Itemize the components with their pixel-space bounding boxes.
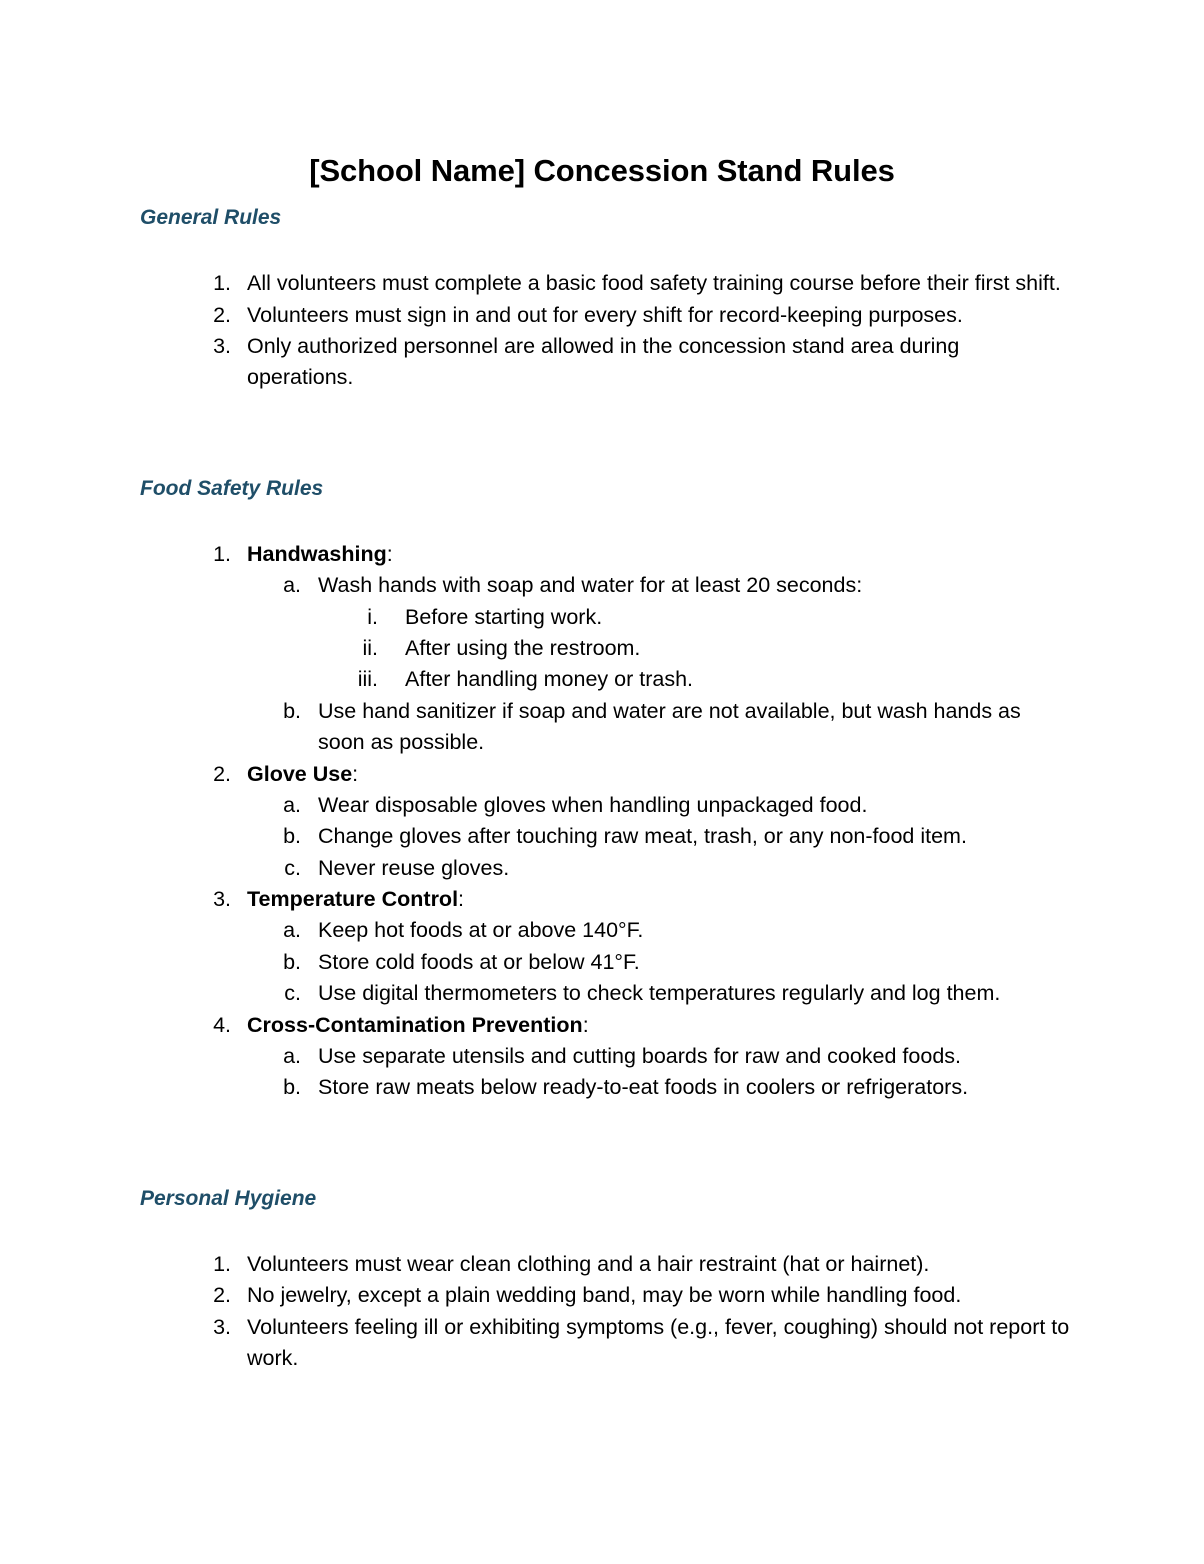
list-item	[247, 947, 1070, 978]
list-item-text: Keep hot foods at or above 140°F.	[318, 918, 644, 943]
list-item-text: No jewelry, except a plain wedding band, may be worn while handling food.	[247, 1283, 962, 1308]
list-item-label: Handwashing	[247, 541, 387, 566]
list-marker: 1.	[213, 541, 231, 566]
list-item-label: Temperature Control	[247, 887, 459, 911]
document-body	[140, 205, 1070, 1374]
list-marker: iii.	[357, 667, 378, 692]
list-item-label: Cross-Contamination Prevention	[247, 1012, 583, 1037]
list-item-text: Use separate utensils and cutting boards for raw and cooked foods.	[318, 1043, 961, 1068]
list-item-text: Wear disposable gloves when handling unpackaged food.	[318, 792, 868, 817]
list-item-label: Glove Use	[247, 761, 353, 786]
list-marker: 2.	[213, 302, 231, 327]
list-item-text: Before starting work.	[405, 604, 603, 629]
spacer	[140, 394, 1070, 476]
spacer	[140, 1104, 1070, 1186]
list-marker: ii.	[362, 636, 378, 660]
general-rules-list	[140, 268, 1070, 394]
spacer	[140, 230, 1070, 268]
list-item	[140, 331, 1070, 394]
list-item-text: Store cold foods at or below 41°F.	[318, 949, 640, 974]
list-marker: b.	[283, 824, 301, 849]
list-marker: i.	[367, 604, 378, 629]
list-item-text: Use digital thermometers to check temperatures regularly and log them.	[318, 981, 1001, 1006]
section-heading-personal-hygiene: Personal Hygiene	[140, 1186, 317, 1210]
list-marker: b.	[283, 949, 301, 974]
list-item-text: Store raw meats below ready-to-eat foods in coolers or refrigerators.	[318, 1075, 969, 1100]
list-item-text: Volunteers feeling ill or exhibiting symptoms (e.g., fever, coughing) should not report to work.	[247, 1314, 1070, 1370]
list-marker: 2.	[213, 1283, 231, 1308]
list-marker: a.	[283, 1043, 301, 1068]
list-item-text: :	[582, 1012, 589, 1037]
list-marker: a.	[283, 573, 301, 598]
list-item	[140, 1249, 1070, 1280]
list-item	[247, 570, 1070, 696]
list-marker: c.	[284, 855, 301, 880]
list-marker: 3.	[213, 333, 231, 358]
list-marker: 3.	[213, 1314, 231, 1339]
list-item	[247, 853, 1070, 884]
list-item	[140, 759, 1070, 885]
list-item	[318, 602, 1070, 633]
list-marker: 4.	[213, 1012, 231, 1037]
section-general-rules	[140, 205, 1070, 394]
list-item	[247, 978, 1070, 1009]
personal-hygiene-list	[140, 1249, 1070, 1375]
list-item-text: Use hand sanitizer if soap and water are not available, but wash hands as soon as possible.	[318, 698, 1021, 755]
list-marker: b.	[283, 698, 301, 723]
list-item-text: Volunteers must wear clean clothing and a hair restraint (hat or hairnet).	[247, 1251, 930, 1276]
sub-list	[247, 570, 1070, 758]
list-item-text: Volunteers must sign in and out for every shift for record-keeping purposes.	[247, 302, 963, 327]
list-marker: a.	[283, 792, 301, 817]
list-item-text: :	[352, 761, 359, 786]
section-heading-food-safety-rules: Food Safety Rules	[140, 476, 324, 500]
spacer	[140, 501, 1070, 539]
list-item	[140, 1280, 1070, 1311]
list-item	[247, 915, 1070, 946]
list-item-text: Wash hands with soap and water for at least 20 seconds:	[318, 573, 863, 598]
list-item-text: After handling money or trash.	[405, 667, 694, 692]
list-item	[247, 790, 1070, 821]
sub-sub-list	[318, 602, 1070, 696]
sub-list	[247, 915, 1070, 1009]
list-item-text: :	[386, 541, 393, 566]
spacer	[140, 1211, 1070, 1249]
section-heading-general-rules: General Rules	[140, 206, 282, 229]
list-item-text: After using the restroom.	[405, 636, 641, 660]
list-item	[318, 633, 1070, 664]
list-marker: a.	[283, 918, 301, 943]
list-item-text: Only authorized personnel are allowed in the concession stand area during operations.	[247, 333, 960, 390]
list-marker: 1.	[213, 1251, 231, 1276]
section-personal-hygiene	[140, 1186, 1070, 1375]
sub-list	[247, 790, 1070, 884]
list-item	[140, 268, 1070, 299]
food-safety-rules-list	[140, 539, 1070, 1104]
list-marker: b.	[283, 1075, 301, 1100]
section-food-safety-rules	[140, 476, 1070, 1104]
list-item	[318, 664, 1070, 695]
sub-list	[247, 1041, 1070, 1104]
list-item	[140, 1312, 1070, 1375]
list-marker: c.	[284, 981, 301, 1006]
list-item	[140, 884, 1070, 1010]
list-item-text: Never reuse gloves.	[318, 855, 510, 880]
page-title: [School Name] Concession Stand Rules	[309, 152, 895, 188]
list-item-text: Change gloves after touching raw meat, trash, or any non-food item.	[318, 824, 967, 849]
list-item-text: All volunteers must complete a basic food safety training course before their first shift.	[247, 271, 1061, 296]
list-marker: 1.	[213, 271, 231, 296]
list-item	[140, 1010, 1070, 1104]
list-item	[140, 539, 1070, 759]
list-marker: 3.	[213, 887, 231, 911]
list-marker: 2.	[213, 761, 231, 786]
list-item	[247, 696, 1070, 759]
list-item	[140, 300, 1070, 331]
list-item	[247, 1072, 1070, 1103]
list-item-text: :	[458, 887, 465, 911]
list-item	[247, 1041, 1070, 1072]
list-item	[247, 821, 1070, 852]
